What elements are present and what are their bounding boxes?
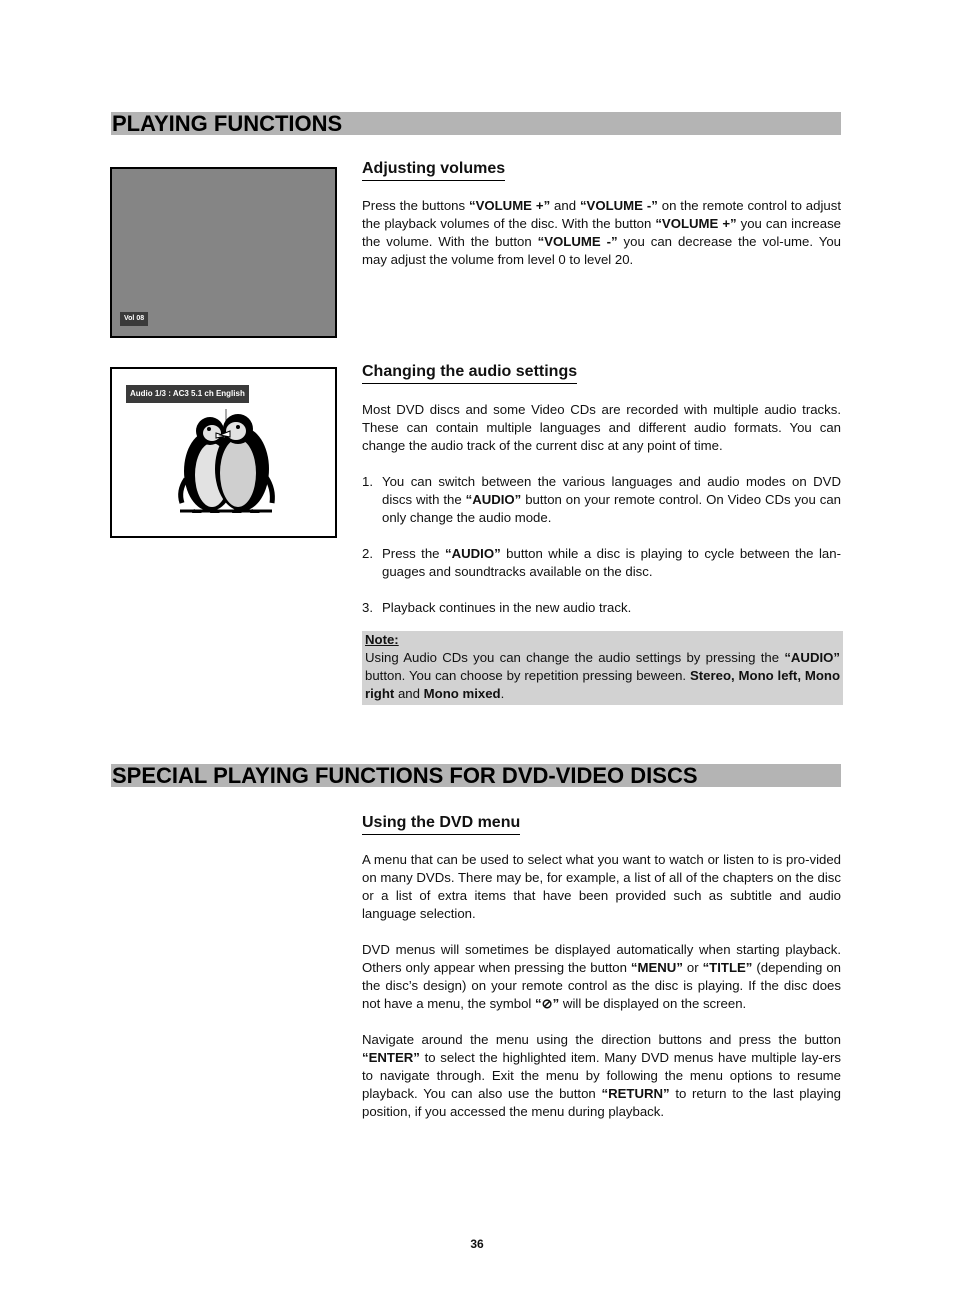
- dvd-menu-paragraph-3: Navigate around the menu using the direction buttons and press the button “ENTER” to select the highlighted item. Many DVD menus have multiple lay-ers to navigate through. Exit the menu by following the menu options to resume playback. You can also use the button “RETURN” to return to the last playing position, if you accessed the menu during playback.: [362, 1032, 842, 1119]
- heading-using-dvd-menu: Using the DVD menu: [362, 813, 520, 835]
- audio-osd-label: Audio 1/3 : AC3 5.1 ch English: [126, 385, 249, 403]
- audio-list-item-1: [362, 473, 841, 527]
- tv-screen-audio: [110, 367, 337, 538]
- tv-screen-volume: [110, 167, 337, 338]
- list-text: Playback continues in the new audio track.: [382, 600, 632, 615]
- list-number: 1.: [362, 474, 373, 489]
- note-text: Using Audio CDs you can change the audio settings by pressing the “AUDIO” button. You can choose by repetition pressing beween. Stereo, Mono left, Mono right and Mono mixed.: [365, 650, 841, 701]
- list-number: 2.: [362, 546, 373, 561]
- note-box: [362, 631, 843, 705]
- volume-paragraph: Press the buttons “VOLUME +” and “VOLUME -” on the remote control to adjust the playback volumes of the disc. With the button “VOLUME +” you can increase the volume. With the button “VOLUME -” you can decrease the vol-ume. You may adjust the volume from level 0 to level 20.: [362, 198, 841, 267]
- penguins-illustration: [172, 409, 282, 517]
- audio-list-item-3: [362, 599, 841, 617]
- list-number: 3.: [362, 600, 373, 615]
- section-title-special-playing-functions: SPECIAL PLAYING FUNCTIONS FOR DVD-VIDEO DISCS: [111, 764, 841, 787]
- section-title-playing-functions: PLAYING FUNCTIONS: [111, 112, 841, 135]
- volume-osd-label: Vol 08: [120, 312, 148, 326]
- list-text: You can switch between the various languages and audio modes on DVD discs with the “AUDIO” button on your remote control. On Video CDs you can only change the audio mode.: [382, 474, 841, 525]
- note-title: Note:: [365, 632, 399, 647]
- audio-intro-paragraph: Most DVD discs and some Video CDs are recorded with multiple audio tracks. These can contain multiple languages and different audio formats. You can change the audio track of the current disc at any point of time.: [362, 402, 841, 453]
- heading-adjusting-volumes: Adjusting volumes: [362, 159, 505, 181]
- list-text: Press the “AUDIO” button while a disc is playing to cycle between the lan-guages and soundtracks available on the disc.: [382, 546, 841, 579]
- heading-changing-audio-settings: Changing the audio settings: [362, 362, 577, 384]
- dvd-menu-paragraph-1: A menu that can be used to select what you want to watch or listen to is pro-vided on many DVDs. There may be, for example, a list of all of the chapters on the disc or a list of extra items that have been provided such as subtitle and audio language selection.: [362, 852, 841, 921]
- dvd-menu-paragraph-2: DVD menus will sometimes be displayed automatically when starting playback. Others only appear when pressing the button “MENU” or “TITLE” (depending on the disc’s design) on your remote control as the disc is playing. If the disc does not have a menu, the symbol “⊘” will be displayed on the screen.: [362, 942, 841, 1011]
- audio-list-item-2: [362, 545, 841, 581]
- page-number: 36: [470, 1237, 484, 1251]
